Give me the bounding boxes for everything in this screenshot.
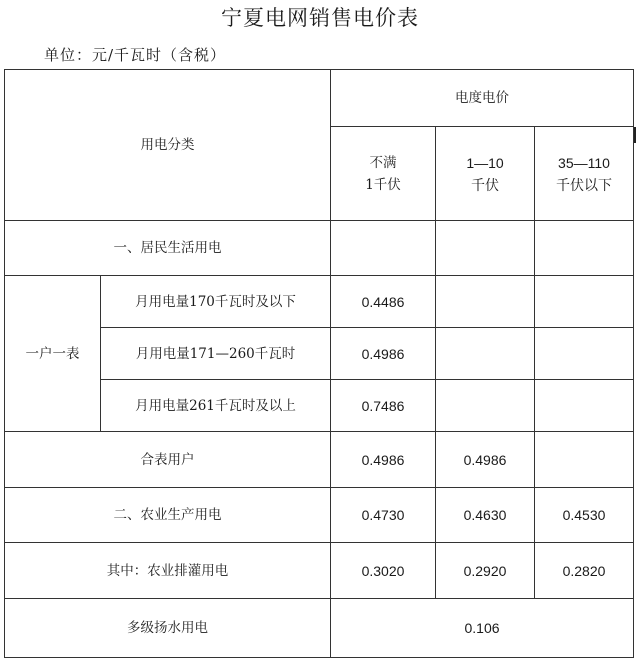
shared-meter-row <box>5 432 634 488</box>
pumping-label: 多级扬水用电 <box>5 599 331 658</box>
unit-note: 单位：元/千瓦时（含税） <box>44 46 227 64</box>
tier-price-v1: 0.4986 <box>331 328 436 380</box>
tier-label: 月用电量171—260千瓦时 <box>101 328 331 380</box>
pumping-value: 0.106 <box>331 599 634 658</box>
shared-meter-label: 合表用户 <box>5 432 331 488</box>
tier-label: 月用电量261千瓦时及以上 <box>101 380 331 432</box>
price-table <box>4 69 634 658</box>
voltage-level-3: 35—110 千伏以下 <box>535 127 634 221</box>
shared-meter-v1: 0.4986 <box>331 432 436 488</box>
agriculture-label: 二、农业生产用电 <box>5 488 331 543</box>
tier-price-v1: 0.4486 <box>331 276 436 328</box>
tier-price-v2 <box>436 380 535 432</box>
shared-meter-v2: 0.4986 <box>436 432 535 488</box>
agriculture-v3: 0.4530 <box>535 488 634 543</box>
agriculture-v1: 0.4730 <box>331 488 436 543</box>
category-header: 用电分类 <box>5 70 331 221</box>
irrigation-v3: 0.2820 <box>535 543 634 599</box>
price-header: 电度电价 <box>331 70 634 127</box>
voltage-level-1: 不满 1千伏 <box>331 127 436 221</box>
tier-price-v3 <box>535 276 634 328</box>
irrigation-v2: 0.2920 <box>436 543 535 599</box>
irrigation-label: 其中：农业排灌用电 <box>5 543 331 599</box>
residential-row <box>5 221 634 276</box>
tier-price-v3 <box>535 328 634 380</box>
residential-label: 一、居民生活用电 <box>5 221 331 276</box>
tier-row <box>5 276 634 328</box>
pumping-row <box>5 599 634 658</box>
tier-price-v3 <box>535 380 634 432</box>
irrigation-v1: 0.3020 <box>331 543 436 599</box>
irrigation-row <box>5 543 634 599</box>
residential-v2 <box>436 221 535 276</box>
cursor-mark <box>634 127 636 143</box>
page-title: 宁夏电网销售电价表 <box>221 6 419 30</box>
agriculture-row <box>5 488 634 543</box>
group-label: 一户一表 <box>5 276 101 432</box>
tier-price-v2 <box>436 276 535 328</box>
header-row <box>5 70 634 127</box>
shared-meter-v3 <box>535 432 634 488</box>
agriculture-v2: 0.4630 <box>436 488 535 543</box>
residential-v3 <box>535 221 634 276</box>
residential-v1 <box>331 221 436 276</box>
tier-price-v2 <box>436 328 535 380</box>
tier-label: 月用电量170千瓦时及以下 <box>101 276 331 328</box>
voltage-level-2: 1—10 千伏 <box>436 127 535 221</box>
tier-price-v1: 0.7486 <box>331 380 436 432</box>
